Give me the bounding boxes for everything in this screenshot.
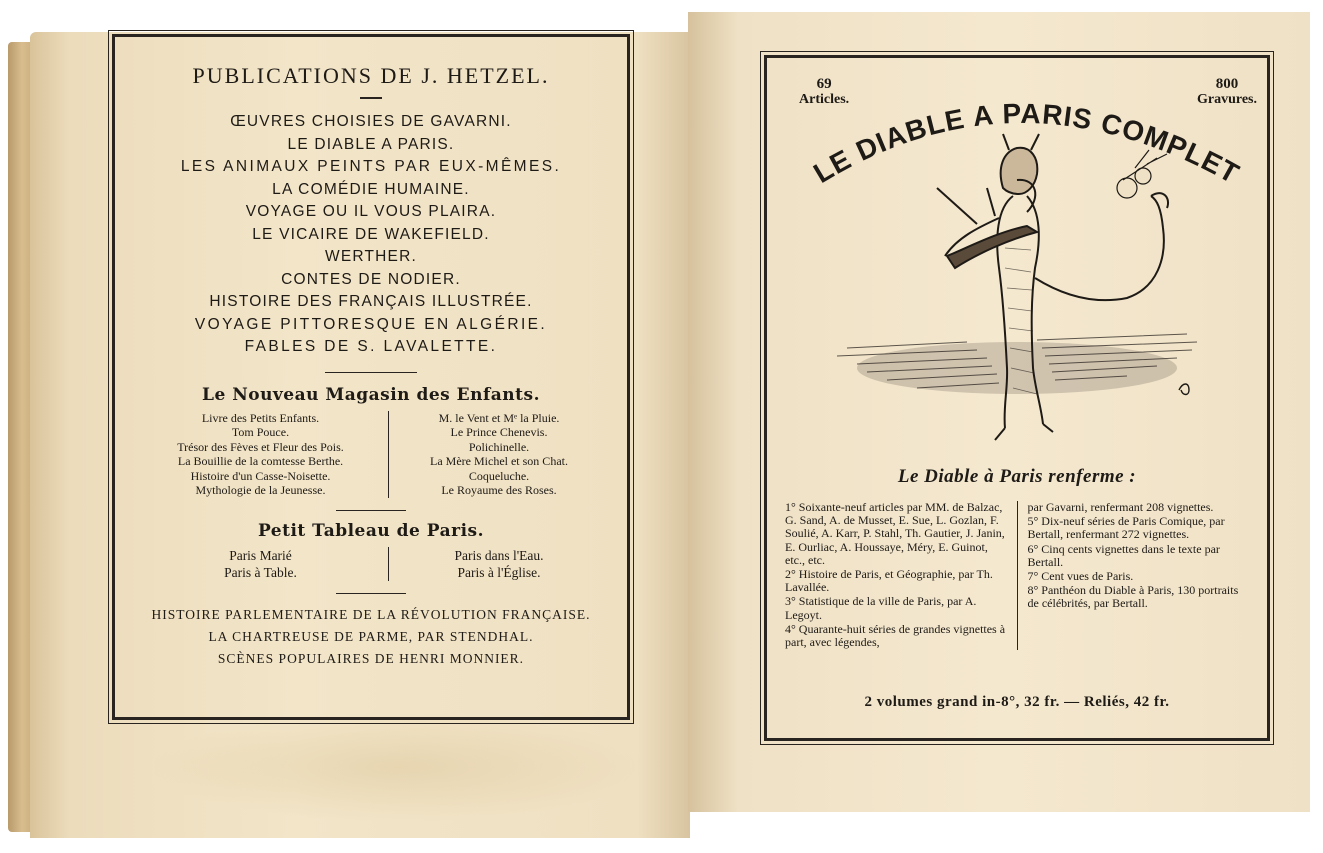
work-item: HISTOIRE DES FRANÇAIS ILLUSTRÉE. [209,293,533,310]
list-item: Polichinelle. [468,439,530,454]
divider [325,372,417,373]
contents-item: 7° Cent vues de Paris. [1027,569,1134,584]
list-item: Trésor des Fèves et Fleur des Pois. [177,439,344,454]
work-item: CONTES DE NODIER. [281,270,461,288]
publications-frame [112,34,630,720]
price-line: 2 volumes grand in-8°, 32 fr. — Reliés, 42 fr. [864,694,1170,710]
tableau-title: Petit Tableau de Paris. [257,520,485,541]
works-list [115,111,627,359]
contents-item: par Gavarni, renfermant 208 vignettes. [1027,500,1214,514]
list-item: Coqueluche. [468,468,530,483]
work-item: VOYAGE OU IL VOUS PLAIRA. [245,203,497,220]
list-item: Tom Pouce. [231,425,290,439]
work-item: LA CHARTREUSE DE PARME, PAR STENDHAL. [208,628,534,644]
devil-violin-illustration [827,128,1227,468]
work-item: HISTOIRE PARLEMENTAIRE DE LA RÉVOLUTION FRANÇAISE. [151,606,591,622]
magasin-columns [115,411,627,498]
tableau-left-column [143,547,388,581]
contents-item: 3° Statistique de la ville de Paris, par A. Legoyt. [785,594,977,622]
contents-item: 8° Panthéon du Diable à Paris, 130 portraits de célébrités, par Bertall. [1027,583,1239,611]
tableau-columns [115,547,627,581]
gravures-count: 800 [1215,76,1239,92]
list-item: Histoire d'un Casse-Noisette. [190,468,331,483]
list-item: Le Royaume des Roses. [441,483,557,497]
work-item: LES ANIMAUX PEINTS PAR EUX-MÊMES. [180,158,562,175]
divider [336,593,406,594]
other-works-list [115,604,627,670]
divider [360,97,382,99]
list-item: Paris dans l'Eau. [454,547,544,563]
contents-columns [785,501,1251,650]
contents-right-column [1018,501,1252,650]
work-item: ŒUVRES CHOISIES DE GAVARNI. [230,113,512,130]
work-item: FABLES DE S. LAVALETTE. [244,338,498,355]
articles-label: Articles. [799,92,850,107]
magasin-right-column [388,411,599,498]
list-item: Paris à Table. [224,564,297,580]
work-item: LE VICAIRE DE WAKEFIELD. [252,225,490,243]
list-item: La Bouillie de la comtesse Berthe. [177,454,344,468]
work-item: SCÈNES POPULAIRES DE HENRI MONNIER. [217,650,525,666]
contents-item: 5° Dix-neuf séries de Paris Comique, par Bertall, renfermant 272 vignettes. [1027,514,1225,542]
contents-left-column [785,501,1018,650]
contents-item: 6° Cinq cents vignettes dans le texte par Bertall. [1027,541,1220,569]
list-item: Livre des Petits Enfants. [201,410,320,425]
contents-item: 4° Quarante-huit séries de grandes vignettes à part, avec légendes, [785,621,1006,650]
gravures-label: Gravures. [1196,92,1257,107]
list-item: Mythologie de la Jeunesse. [195,483,326,497]
list-item: Paris Marié [229,547,292,563]
list-item: M. le Vent et Mᵉ la Pluie. [438,410,560,425]
divider [336,510,406,511]
work-item: LA COMÉDIE HUMAINE. [272,180,470,198]
contents-item: 1° Soixante-neuf articles par MM. de Balzac, G. Sand, A. de Musset, E. Sue, L. Gozlan, F. Soulié, A. Karr, P. Stahl, Th. Gautier, J. Janin, E. Ourliac, A. Houssaye, Méry, E. Guinot, etc., etc. [785,500,1005,567]
work-item: LE DIABLE A PARIS. [287,135,455,153]
work-item: VOYAGE PITTORESQUE EN ALGÉRIE. [194,315,548,333]
publications-title: PUBLICATIONS DE J. HETZEL. [192,63,550,88]
magasin-title: Le Nouveau Magasin des Enfants. [202,384,540,405]
renferme-heading: Le Diable à Paris renferme : [897,466,1137,487]
contents-item: 2° Histoire de Paris, et Géographie, par Th. Lavallée. [785,567,993,595]
list-item: Le Prince Chenevis. [450,425,548,439]
tableau-right-column [388,547,599,581]
articles-count: 69 [816,76,832,92]
diable-advert-frame [764,55,1270,741]
work-item: WERTHER. [325,248,417,265]
magasin-left-column [143,411,388,498]
arc-title: LE DIABLE A PARIS COMPLET [808,97,1245,190]
paper-stain [148,712,648,822]
list-item: La Mère Michel et son Chat. [430,454,568,468]
list-item: Paris à l'Église. [457,564,541,580]
